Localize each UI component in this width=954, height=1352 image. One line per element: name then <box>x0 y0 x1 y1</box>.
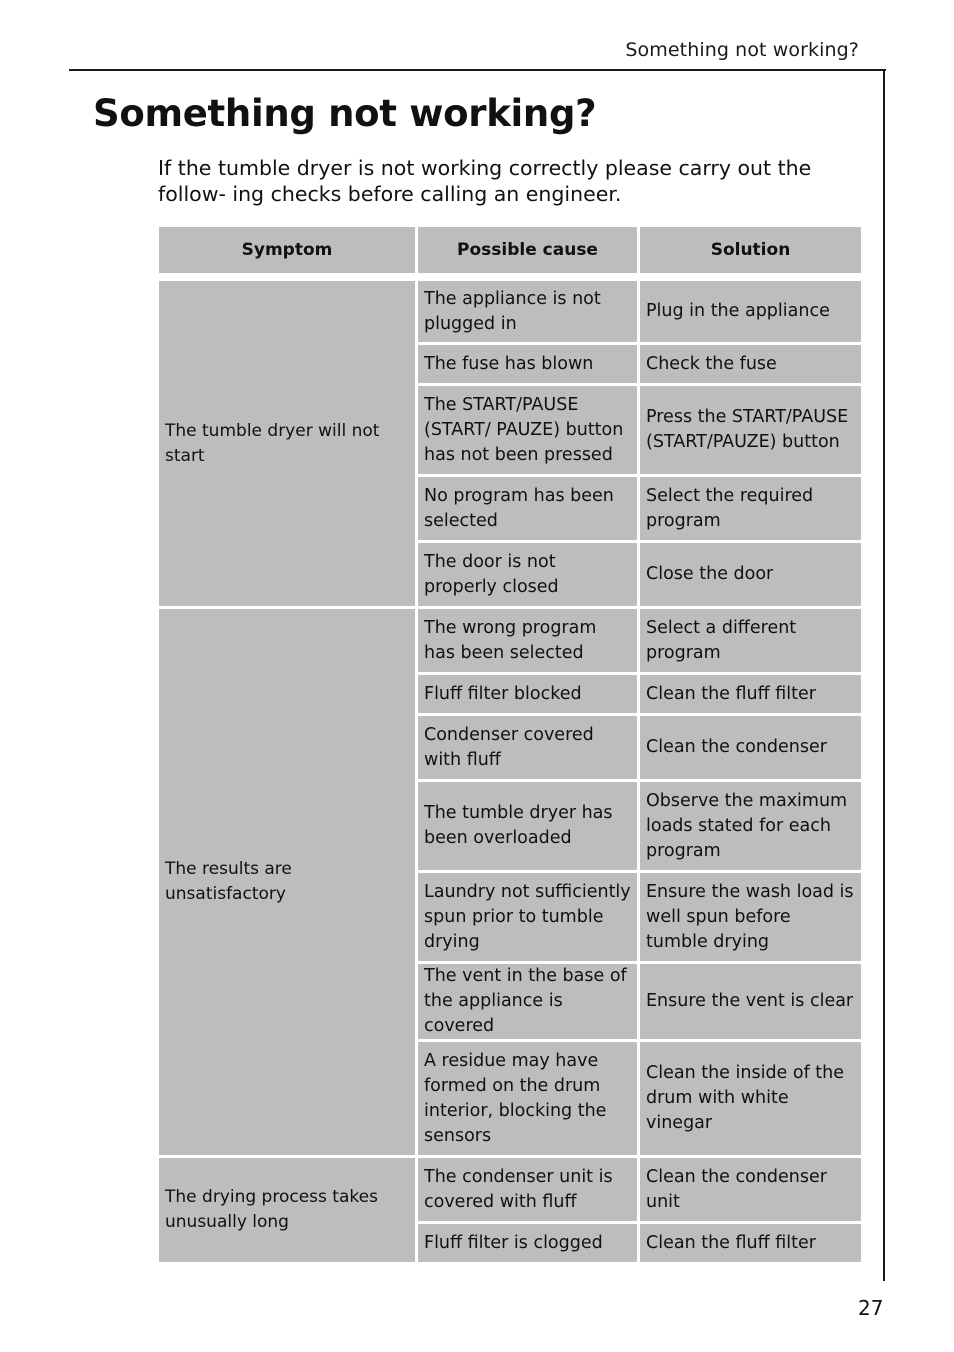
page-number: 27 <box>858 1296 884 1320</box>
cause-cell: The vent in the base of the appliance is covered <box>418 964 637 1039</box>
header-rule <box>69 69 886 71</box>
cause-cell: The wrong program has been selected <box>418 609 637 672</box>
column-header-cause: Possible cause <box>418 227 637 273</box>
solution-cell: Ensure the vent is clear <box>640 964 861 1039</box>
table-row <box>159 281 861 342</box>
solution-cell: Select the required program <box>640 477 861 540</box>
solution-cell: Clean the fluff filter <box>640 1224 861 1262</box>
page-title: Something not working? <box>93 92 597 135</box>
cause-cell: The door is not properly closed <box>418 543 637 606</box>
cause-cell: A residue may have formed on the drum interior, blocking the sensors <box>418 1042 637 1155</box>
solution-cell: Close the door <box>640 543 861 606</box>
solution-cell: Select a different program <box>640 609 861 672</box>
gap-cell <box>159 276 861 278</box>
cause-cell: The fuse has blown <box>418 345 637 383</box>
table-body <box>159 281 861 1262</box>
solution-cell: Press the START/PAUSE (START/PAUZE) button <box>640 386 861 474</box>
solution-cell: Clean the condenser unit <box>640 1158 861 1221</box>
column-header-symptom: Symptom <box>159 227 415 273</box>
header-gap <box>159 276 861 278</box>
solution-cell: Clean the inside of the drum with white vinegar <box>640 1042 861 1155</box>
cause-cell: Condenser covered with fluff <box>418 716 637 779</box>
column-header-solution: Solution <box>640 227 861 273</box>
cause-cell: Fluff filter is clogged <box>418 1224 637 1262</box>
symptom-cell: The drying process takes unusually long <box>159 1158 415 1262</box>
table-row <box>159 609 861 672</box>
cause-cell: Laundry not sufficiently spun prior to tumble drying <box>418 873 637 961</box>
running-header: Something not working? <box>625 39 859 61</box>
cause-cell: The appliance is not plugged in <box>418 281 637 342</box>
table-header-row <box>159 227 861 273</box>
cause-cell: Fluff filter blocked <box>418 675 637 713</box>
solution-cell: Plug in the appliance <box>640 281 861 342</box>
table-row <box>159 1158 861 1221</box>
solution-cell: Check the fuse <box>640 345 861 383</box>
cause-cell: The condenser unit is covered with fluff <box>418 1158 637 1221</box>
cause-cell: The START/PAUSE (START/ PAUZE) button has not been pressed <box>418 386 637 474</box>
solution-cell: Clean the fluff filter <box>640 675 861 713</box>
symptom-cell: The results are unsatisfactory <box>159 609 415 1155</box>
solution-cell: Clean the condenser <box>640 716 861 779</box>
symptom-cell: The tumble dryer will not start <box>159 281 415 606</box>
cause-cell: No program has been selected <box>418 477 637 540</box>
intro-paragraph: If the tumble dryer is not working correctly please carry out the follow- ing checks before calling an engineer. <box>158 156 812 206</box>
solution-cell: Ensure the wash load is well spun before tumble drying <box>640 873 861 961</box>
cause-cell: The tumble dryer has been overloaded <box>418 782 637 870</box>
margin-rule <box>883 69 885 1281</box>
solution-cell: Observe the maximum loads stated for each program <box>640 782 861 870</box>
troubleshooting-table <box>156 224 864 1265</box>
